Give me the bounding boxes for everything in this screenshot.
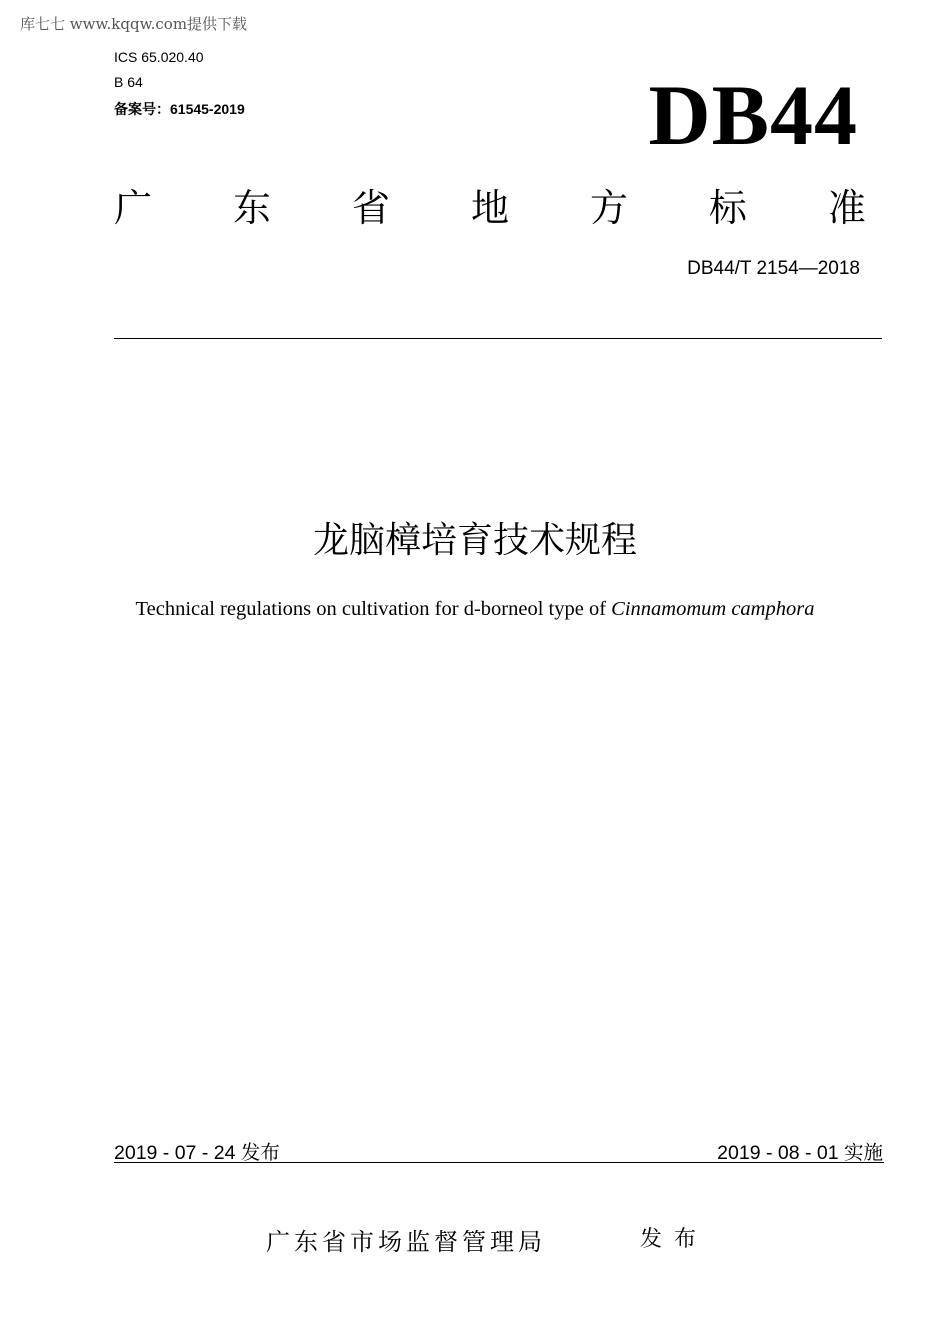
standard-type-char: 地 [470,186,509,230]
implementation-date: 2019 - 08 - 01 实施 [717,1142,883,1164]
header-divider [114,338,882,339]
db-code-logo: DB44 [648,67,858,163]
ccs-code: B 64 [114,74,143,90]
ics-code: ICS 65.020.40 [114,49,204,65]
title-english [0,598,950,621]
standard-number: DB44/T 2154—2018 [687,258,860,279]
issuing-action: 发布 [640,1227,709,1252]
footer-divider [114,1162,884,1163]
standard-type-char: 省 [351,186,390,230]
standard-type-char: 准 [827,186,866,230]
standard-type-char: 广 [114,186,153,230]
standard-type-char: 东 [232,186,271,230]
title-chinese: 龙脑樟培育技术规程 [312,520,637,561]
record-number: 备案号：61545-2019 [114,101,245,117]
standard-type-char: 方 [589,186,628,230]
watermark-text: 库七七 www.kqqw.com提供下载 [20,15,248,33]
issuing-authority: 广东省市场监督管理局 [266,1228,546,1256]
issue-date: 2019 - 07 - 24 发布 [114,1142,280,1164]
standard-type-heading [114,182,866,234]
title-english-prefix: Technical regulations on cultivation for d-borneol type of [135,598,612,620]
standard-type-char: 标 [708,186,747,230]
title-english-species: Cinnamomum camphora [611,598,815,620]
